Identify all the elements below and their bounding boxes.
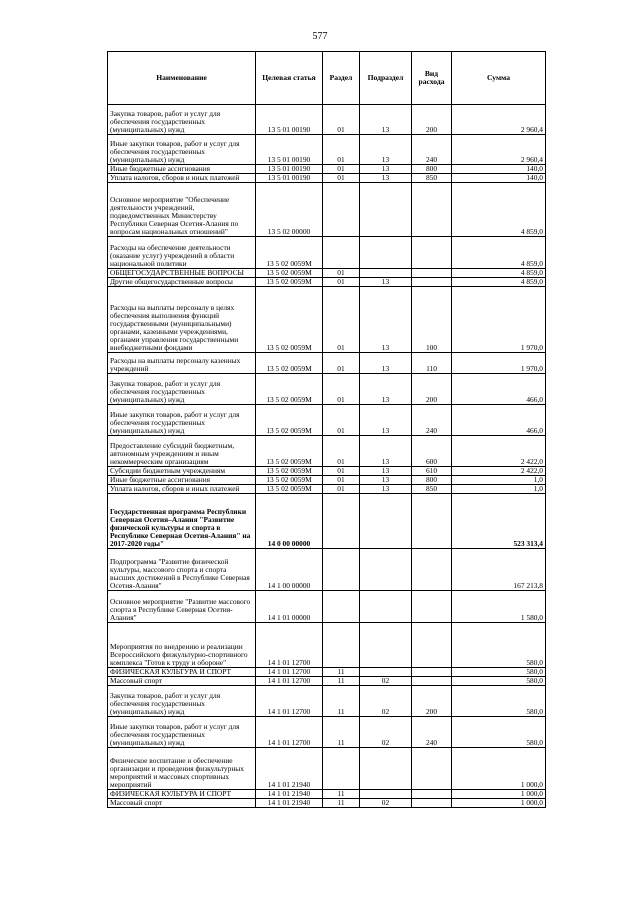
cell-expense-type xyxy=(412,549,452,591)
cell-target-code: 13 5 02 0059М xyxy=(256,467,323,476)
cell-expense-type xyxy=(412,790,452,799)
cell-section: 01 xyxy=(323,467,360,476)
cell-sum: 580,0 xyxy=(452,677,546,686)
cell-section: 11 xyxy=(323,790,360,799)
cell-sum: 1 580,0 xyxy=(452,591,546,623)
table-row xyxy=(108,353,546,374)
cell-sum: 2 422,0 xyxy=(452,467,546,476)
column-header-type: Вид расхода xyxy=(412,52,452,105)
cell-subsection xyxy=(360,748,412,790)
cell-sum: 1 000,0 xyxy=(452,799,546,808)
cell-section xyxy=(323,237,360,269)
page-number: 577 xyxy=(312,31,328,42)
table-row xyxy=(108,623,546,668)
cell-expense-type: 240 xyxy=(412,405,452,436)
cell-target-code: 13 5 02 0059М xyxy=(256,278,323,287)
cell-section: 01 xyxy=(323,105,360,135)
table-row xyxy=(108,405,546,436)
cell-sum: 1 000,0 xyxy=(452,790,546,799)
cell-name: Основное мероприятие "Обеспечение деятельности учреждений, подведомственных Министерству Республики Северная Осетия-Алания по вопросам национальных отношений" xyxy=(108,183,256,237)
cell-subsection: 13 xyxy=(360,287,412,353)
cell-target-code: 13 5 02 0059М xyxy=(256,436,323,467)
cell-name: ОБЩЕГОСУДАРСТВЕННЫЕ ВОПРОСЫ xyxy=(108,269,256,278)
cell-name: Расходы на выплаты персоналу в целях обеспечения выполнения функций государственными (муниципальными) органами, казенными учреждениями, органами управления государственными внебюджетными фондами xyxy=(108,287,256,353)
cell-name: Другие общегосударственные вопросы xyxy=(108,278,256,287)
cell-target-code: 13 5 02 00000 xyxy=(256,183,323,237)
cell-name: ФИЗИЧЕСКАЯ КУЛЬТУРА И СПОРТ xyxy=(108,790,256,799)
cell-subsection: 13 xyxy=(360,165,412,174)
cell-expense-type xyxy=(412,237,452,269)
cell-subsection xyxy=(360,237,412,269)
table-row xyxy=(108,494,546,549)
cell-subsection: 13 xyxy=(360,105,412,135)
cell-subsection xyxy=(360,183,412,237)
cell-name: Субсидии бюджетным учреждениям xyxy=(108,467,256,476)
cell-expense-type xyxy=(412,591,452,623)
cell-target-code: 13 5 02 0059М xyxy=(256,269,323,278)
cell-name: Физическое воспитание и обеспечение организации и проведения физкультурных мероприятий и массовых спортивных мероприятий xyxy=(108,748,256,790)
cell-name: Уплата налогов, сборов и иных платежей xyxy=(108,174,256,183)
cell-section xyxy=(323,748,360,790)
cell-name: Основное мероприятие "Развитие массового спорта в Республике Северная Осетия-Алания" xyxy=(108,591,256,623)
cell-sum: 1 970,0 xyxy=(452,287,546,353)
cell-section xyxy=(323,494,360,549)
cell-target-code: 14 1 01 12700 xyxy=(256,717,323,748)
table-row xyxy=(108,105,546,135)
cell-section: 11 xyxy=(323,717,360,748)
cell-name: Закупка товаров, работ и услуг для обеспечения государственных (муниципальных) нужд xyxy=(108,686,256,717)
cell-expense-type: 800 xyxy=(412,165,452,174)
cell-expense-type: 200 xyxy=(412,686,452,717)
cell-sum: 4 859,0 xyxy=(452,237,546,269)
column-header-section: Раздел xyxy=(323,52,360,105)
cell-target-code: 13 5 02 0059М xyxy=(256,405,323,436)
cell-subsection: 13 xyxy=(360,405,412,436)
cell-target-code: 13 5 02 0059М xyxy=(256,485,323,494)
cell-expense-type xyxy=(412,623,452,668)
cell-target-code: 13 5 02 0059М xyxy=(256,237,323,269)
table-row xyxy=(108,237,546,269)
cell-section: 11 xyxy=(323,799,360,808)
cell-section: 01 xyxy=(323,174,360,183)
cell-sum: 1,0 xyxy=(452,485,546,494)
table-row xyxy=(108,436,546,467)
cell-name: ФИЗИЧЕСКАЯ КУЛЬТУРА И СПОРТ xyxy=(108,668,256,677)
cell-name: Расходы на обеспечение деятельности (оказание услуг) учреждений в области национальной политики xyxy=(108,237,256,269)
cell-sum: 466,0 xyxy=(452,405,546,436)
cell-target-code: 13 5 02 0059М xyxy=(256,353,323,374)
cell-section xyxy=(323,183,360,237)
cell-target-code: 13 5 01 00190 xyxy=(256,105,323,135)
table-row xyxy=(108,748,546,790)
cell-sum: 140,0 xyxy=(452,165,546,174)
cell-expense-type: 200 xyxy=(412,374,452,405)
table-row xyxy=(108,183,546,237)
cell-sum: 2 960,4 xyxy=(452,135,546,165)
cell-target-code: 14 1 00 00000 xyxy=(256,549,323,591)
table-row xyxy=(108,591,546,623)
cell-section: 01 xyxy=(323,485,360,494)
budget-table xyxy=(107,51,546,808)
cell-name: Иные закупки товаров, работ и услуг для обеспечения государственных (муниципальных) нужд xyxy=(108,135,256,165)
cell-target-code: 13 5 02 0059М xyxy=(256,287,323,353)
cell-expense-type: 610 xyxy=(412,467,452,476)
cell-target-code: 13 5 01 00190 xyxy=(256,174,323,183)
cell-target-code: 14 1 01 12700 xyxy=(256,668,323,677)
cell-subsection: 02 xyxy=(360,686,412,717)
cell-name: Расходы на выплаты персоналу казенных учреждений xyxy=(108,353,256,374)
cell-section: 11 xyxy=(323,686,360,717)
cell-name: Иные закупки товаров, работ и услуг для обеспечения государственных (муниципальных) нужд xyxy=(108,717,256,748)
table-row xyxy=(108,278,546,287)
cell-target-code: 13 5 01 00190 xyxy=(256,135,323,165)
cell-target-code: 13 5 02 0059М xyxy=(256,476,323,485)
cell-subsection: 13 xyxy=(360,135,412,165)
cell-expense-type: 800 xyxy=(412,476,452,485)
cell-section xyxy=(323,549,360,591)
table-row xyxy=(108,549,546,591)
cell-subsection: 13 xyxy=(360,485,412,494)
cell-sum: 580,0 xyxy=(452,623,546,668)
cell-subsection xyxy=(360,591,412,623)
cell-subsection: 13 xyxy=(360,278,412,287)
cell-name: Массовый спорт xyxy=(108,677,256,686)
cell-name: Уплата налогов, сборов и иных платежей xyxy=(108,485,256,494)
cell-subsection xyxy=(360,549,412,591)
cell-expense-type xyxy=(412,748,452,790)
cell-target-code: 13 5 02 0059М xyxy=(256,374,323,405)
cell-name: Закупка товаров, работ и услуг для обеспечения государственных (муниципальных) нужд xyxy=(108,374,256,405)
table-row xyxy=(108,174,546,183)
cell-name: Предоставление субсидий бюджетным, автономным учреждениям и иным некоммерческим организациям xyxy=(108,436,256,467)
cell-sum: 4 859,0 xyxy=(452,278,546,287)
cell-name: Иные бюджетные ассигнования xyxy=(108,165,256,174)
cell-section: 11 xyxy=(323,677,360,686)
cell-section xyxy=(323,623,360,668)
cell-subsection: 13 xyxy=(360,436,412,467)
cell-section: 01 xyxy=(323,269,360,278)
table-row xyxy=(108,799,546,808)
cell-sum: 523 313,4 xyxy=(452,494,546,549)
table-row xyxy=(108,374,546,405)
cell-sum: 580,0 xyxy=(452,686,546,717)
cell-expense-type: 600 xyxy=(412,436,452,467)
cell-expense-type: 850 xyxy=(412,174,452,183)
cell-sum: 2 960,4 xyxy=(452,105,546,135)
cell-section: 11 xyxy=(323,668,360,677)
cell-target-code: 14 1 01 21940 xyxy=(256,790,323,799)
cell-sum: 1 000,0 xyxy=(452,748,546,790)
cell-section: 01 xyxy=(323,436,360,467)
cell-expense-type xyxy=(412,677,452,686)
cell-subsection: 02 xyxy=(360,799,412,808)
table-row xyxy=(108,686,546,717)
column-header-code: Целевая статья xyxy=(256,52,323,105)
cell-subsection: 13 xyxy=(360,374,412,405)
cell-target-code: 14 1 01 12700 xyxy=(256,686,323,717)
cell-expense-type xyxy=(412,269,452,278)
cell-section: 01 xyxy=(323,405,360,436)
cell-expense-type: 240 xyxy=(412,135,452,165)
cell-expense-type xyxy=(412,668,452,677)
cell-target-code: 14 1 01 12700 xyxy=(256,623,323,668)
table-row xyxy=(108,717,546,748)
cell-target-code: 14 1 01 21940 xyxy=(256,799,323,808)
cell-subsection: 02 xyxy=(360,717,412,748)
cell-section: 01 xyxy=(323,165,360,174)
cell-name: Массовый спорт xyxy=(108,799,256,808)
cell-target-code: 14 1 01 21940 xyxy=(256,748,323,790)
cell-target-code: 14 1 01 12700 xyxy=(256,677,323,686)
cell-subsection: 13 xyxy=(360,476,412,485)
cell-sum: 4 859,0 xyxy=(452,269,546,278)
cell-target-code: 14 0 00 00000 xyxy=(256,494,323,549)
cell-sum: 4 859,0 xyxy=(452,183,546,237)
cell-expense-type: 100 xyxy=(412,287,452,353)
table-row xyxy=(108,790,546,799)
cell-target-code: 13 5 01 00190 xyxy=(256,165,323,174)
cell-expense-type: 240 xyxy=(412,717,452,748)
table-row xyxy=(108,287,546,353)
cell-expense-type xyxy=(412,278,452,287)
cell-name: Иные бюджетные ассигнования xyxy=(108,476,256,485)
cell-expense-type xyxy=(412,183,452,237)
cell-name: Закупка товаров, работ и услуг для обеспечения государственных (муниципальных) нужд xyxy=(108,105,256,135)
cell-name: Мероприятия по внедрению и реализации Всероссийского физкультурно-спортивного комплекса "Готов к труду и обороне" xyxy=(108,623,256,668)
cell-sum: 2 422,0 xyxy=(452,436,546,467)
column-header-subsection: Подраздел xyxy=(360,52,412,105)
cell-section: 01 xyxy=(323,278,360,287)
cell-sum: 466,0 xyxy=(452,374,546,405)
cell-subsection: 13 xyxy=(360,467,412,476)
cell-section: 01 xyxy=(323,353,360,374)
table-row xyxy=(108,485,546,494)
cell-section: 01 xyxy=(323,135,360,165)
cell-subsection: 13 xyxy=(360,174,412,183)
cell-subsection: 13 xyxy=(360,353,412,374)
cell-expense-type: 200 xyxy=(412,105,452,135)
cell-sum: 580,0 xyxy=(452,668,546,677)
cell-section: 01 xyxy=(323,476,360,485)
cell-expense-type: 850 xyxy=(412,485,452,494)
cell-sum: 1,0 xyxy=(452,476,546,485)
cell-expense-type: 110 xyxy=(412,353,452,374)
column-header-name: Наименование xyxy=(108,52,256,105)
cell-target-code: 14 1 01 00000 xyxy=(256,591,323,623)
cell-sum: 1 970,0 xyxy=(452,353,546,374)
cell-name: Подпрограмма "Развитие физической культуры, массового спорта и спорта высших достижений в Республике Северная Осетия-Алания" xyxy=(108,549,256,591)
cell-section xyxy=(323,591,360,623)
table-row xyxy=(108,135,546,165)
cell-sum: 140,0 xyxy=(452,174,546,183)
cell-name: Государственная программа Республики Северная Осетия–Алания "Развитие физической культуры и спорта в Республике Северная Осетия-Алания" на 2017-2020 годы" xyxy=(108,494,256,549)
cell-sum: 580,0 xyxy=(452,717,546,748)
table-row xyxy=(108,668,546,677)
table-header-row xyxy=(108,52,546,105)
cell-subsection: 02 xyxy=(360,677,412,686)
cell-section: 01 xyxy=(323,287,360,353)
cell-expense-type xyxy=(412,799,452,808)
cell-expense-type xyxy=(412,494,452,549)
table-row xyxy=(108,677,546,686)
cell-name: Иные закупки товаров, работ и услуг для обеспечения государственных (муниципальных) нужд xyxy=(108,405,256,436)
cell-subsection xyxy=(360,623,412,668)
column-header-sum: Сумма xyxy=(452,52,546,105)
table-body xyxy=(108,105,546,808)
cell-section: 01 xyxy=(323,374,360,405)
cell-sum: 167 213,8 xyxy=(452,549,546,591)
cell-subsection xyxy=(360,494,412,549)
